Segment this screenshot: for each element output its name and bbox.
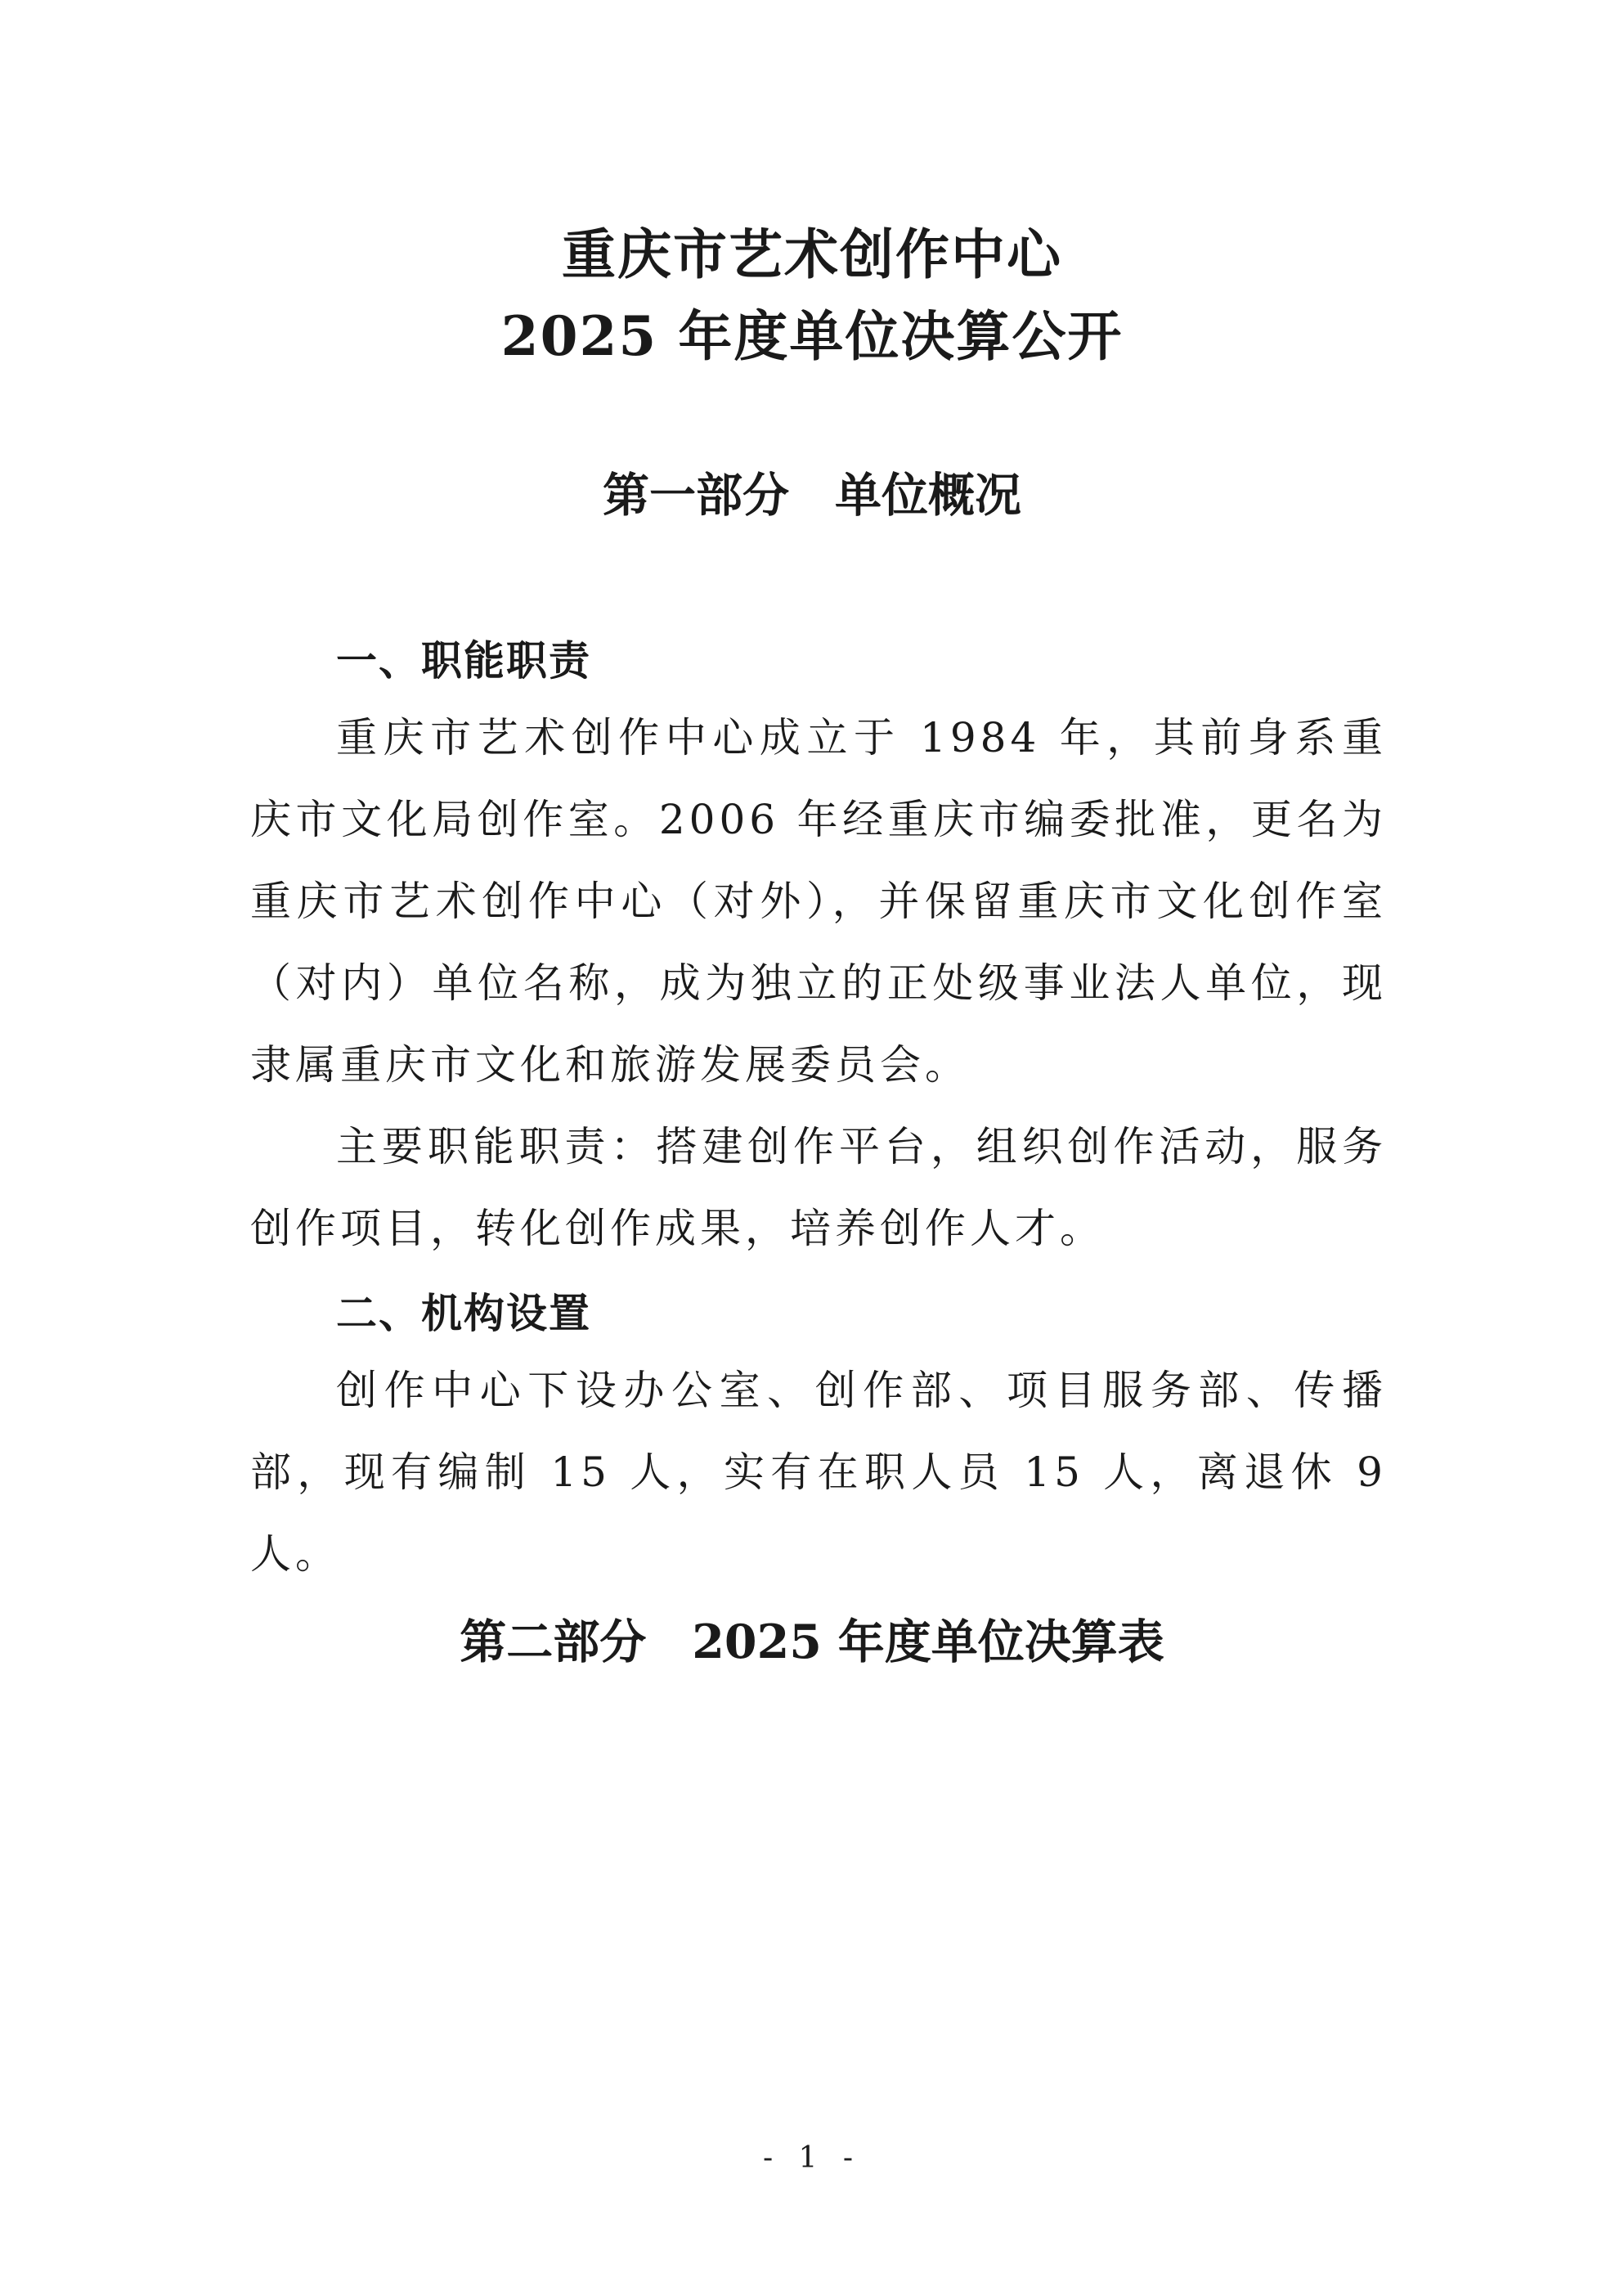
- document-title-line1: 重庆市艺术创作中心: [562, 222, 1062, 286]
- part2-title: 2025 年度单位决算表: [692, 1615, 1164, 1669]
- part1-title: 单位概况: [835, 468, 1021, 523]
- section1-paragraph2: 主要职能职责：搭建创作平台，组织创作活动，服务创作项目，转化创作成果，培养创作人才。: [250, 1123, 1387, 1252]
- part1-label: 第一部分: [603, 468, 789, 523]
- section2-heading: 二、机构设置: [336, 1289, 591, 1337]
- part2-label: 第二部分: [460, 1615, 647, 1669]
- document-title-line2: 2025 年度单位决算公开: [500, 304, 1124, 368]
- page-number: - 1 -: [762, 2141, 862, 2175]
- section2-paragraph1: 创作中心下设办公室、创作部、项目服务部、传播部，现有编制 15 人，实有在职人员 15 人，离退休 9 人。: [250, 1367, 1387, 1578]
- part1-heading: [0, 458, 1624, 525]
- section1-paragraph1: 重庆市艺术创作中心成立于 1984 年，其前身系重庆市文化局创作室。2006 年经重庆市编委批准，更名为重庆市艺术创作中心（对外），并保留重庆市文化创作室（对内）单位名称，成为独立的正处级事业法人单位，现隶属重庆市文化和旅游发展委员会。: [250, 714, 1387, 1089]
- section1-heading: 一、职能职责: [336, 636, 591, 685]
- part2-heading: [0, 1605, 1624, 1672]
